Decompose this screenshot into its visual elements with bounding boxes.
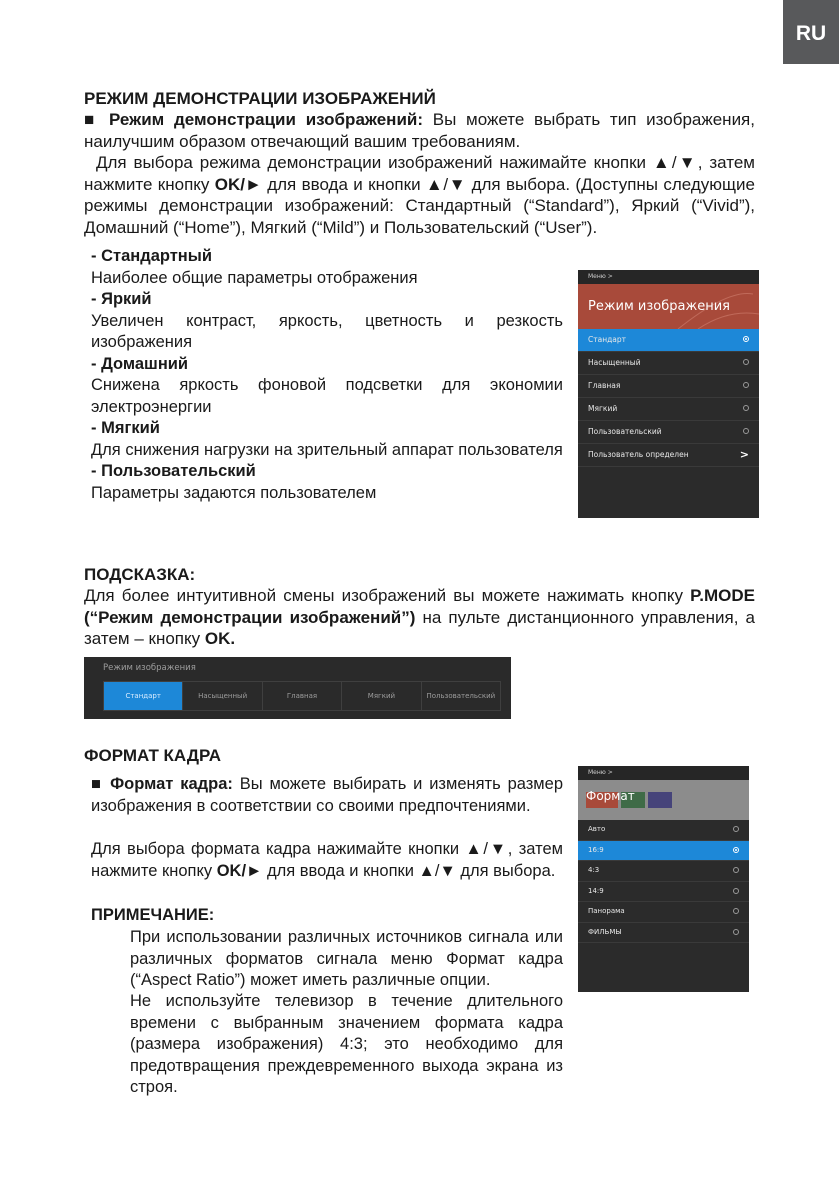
- menu-option-user-defined[interactable]: Пользователь определен >: [578, 444, 759, 467]
- section-heading-aspect-ratio: ФОРМАТ КАДРА: [84, 746, 222, 765]
- strip-option-vivid[interactable]: Насыщенный: [183, 682, 262, 710]
- mode-title: - Мягкий: [91, 419, 160, 437]
- menu-option-vivid[interactable]: Насыщенный: [578, 352, 759, 375]
- intro-label: ■ Формат кадра:: [91, 775, 233, 793]
- menu-title-banner: [578, 780, 749, 820]
- mode-title: - Яркий: [91, 290, 152, 308]
- menu-option-14-9[interactable]: 14:9: [578, 882, 749, 903]
- hint-heading: ПОДСКАЗКА:: [84, 565, 196, 584]
- strip-title: Режим изображения: [103, 663, 196, 673]
- note-heading: ПРИМЕЧАНИЕ:: [91, 906, 215, 924]
- menu-breadcrumb: Меню >: [578, 270, 759, 284]
- picture-mode-instructions: Для выбора режима демонстрации изображений нажимайте кнопки ▲/▼, затем нажмите кнопку OK/► для ввода и кнопки ▲/▼ для выбора. (Доступны следующие режимы демонстрации изображений: Стандартный (“Standard”), Яркий (“Vivid”), Домашний (“Home”), Мягкий (“Mild”) и Пользовательский (“User”).: [84, 153, 755, 237]
- menu-option-panorama[interactable]: Панорама: [578, 902, 749, 923]
- mode-desc: Для снижения нагрузки на зрительный аппарат пользователя: [91, 440, 563, 459]
- mode-desc: Снижена яркость фоновой подсветки для экономии электроэнергии: [91, 376, 563, 416]
- strip-option-home[interactable]: Главная: [263, 682, 342, 710]
- note-paragraph: При использовании различных источников сигнала или различных форматов сигнала меню Формат кадра (“Aspect Ratio”) может иметь различные опции.: [130, 928, 563, 989]
- aspect-ratio-menu-screenshot: [578, 766, 749, 992]
- mode-list: [91, 246, 563, 504]
- menu-title: Режим изображения: [588, 299, 730, 314]
- radio-icon: [743, 359, 749, 365]
- mode-title: - Стандартный: [91, 247, 213, 265]
- mode-desc: Наиболее общие параметры отображения: [91, 268, 418, 287]
- intro-label: ■ Режим демонстрации изображений:: [84, 110, 424, 129]
- aspect-instructions: Для выбора формата кадра нажимайте кнопки ▲/▼, затем нажмите кнопку OK/► для ввода и кнопки ▲/▼ для выбора.: [91, 840, 563, 880]
- menu-option-4-3[interactable]: 4:3: [578, 861, 749, 882]
- radio-icon: [743, 405, 749, 411]
- radio-selected-icon: [743, 336, 749, 342]
- radio-icon: [743, 428, 749, 434]
- radio-icon: [733, 908, 739, 914]
- menu-breadcrumb: Меню >: [578, 766, 749, 780]
- radio-icon: [743, 382, 749, 388]
- radio-selected-icon: [733, 847, 739, 853]
- aspect-intro: ■ Формат кадра: Вы можете выбирать и изменять размер изображения в соответствии со своими предпочтениями.: [91, 775, 563, 815]
- ok-key-label: OK.: [204, 629, 236, 648]
- chevron-right-icon: >: [739, 448, 749, 461]
- ok-key-label: OK/►: [214, 174, 262, 194]
- menu-option-standard[interactable]: Стандарт: [578, 329, 759, 352]
- menu-option-movies[interactable]: ФИЛЬМЫ: [578, 923, 749, 944]
- mode-title: - Пользовательский: [91, 462, 256, 480]
- ok-key-label: OK/►: [216, 861, 263, 880]
- strip-option-standard[interactable]: Стандарт: [104, 682, 183, 710]
- mode-desc: Параметры задаются пользователем: [91, 483, 377, 502]
- radio-icon: [733, 826, 739, 832]
- section-heading-picture-mode: РЕЖИМ ДЕМОНСТРАЦИИ ИЗОБРАЖЕНИЙ: [84, 89, 436, 108]
- menu-option-home[interactable]: Главная: [578, 375, 759, 398]
- strip-option-user[interactable]: Пользовательский: [426, 692, 496, 700]
- picture-mode-menu-screenshot: [578, 270, 759, 518]
- picture-mode-strip-screenshot: [84, 657, 511, 719]
- menu-title: Формат: [586, 789, 635, 803]
- language-tab: RU: [783, 0, 839, 64]
- hint-text: Для более интуитивной смены изображений вы можете нажимать кнопку P.MODE (“Режим демонстрации изображений”) на пульте дистанционного управления, а затем – кнопку OK.: [84, 586, 755, 648]
- menu-option-user[interactable]: Пользовательский: [578, 421, 759, 444]
- radio-icon: [733, 867, 739, 873]
- picture-mode-intro: [84, 109, 755, 152]
- radio-icon: [733, 888, 739, 894]
- menu-title-banner: [578, 284, 759, 329]
- menu-option-auto[interactable]: Авто: [578, 820, 749, 841]
- note-paragraph: Не используйте телевизор в течение длительного времени с выбранным значением формата кадра (размера изображения) 4:3; это необходимо для предотвращения преждевременного выхода экрана из строя.: [130, 992, 563, 1096]
- strip-option-mild[interactable]: Мягкий: [342, 682, 421, 710]
- radio-icon: [733, 929, 739, 935]
- mode-title: - Домашний: [91, 354, 189, 373]
- intro-text: Вы можете выбрать тип изображения, наилучшим образом отвечающий вашим требованиям.: [84, 110, 755, 151]
- strip-options: [103, 681, 501, 711]
- menu-option-mild[interactable]: Мягкий: [578, 398, 759, 421]
- mode-desc: Увеличен контраст, яркость, цветность и резкость изображения: [91, 311, 563, 351]
- pmode-key-label: P.MODE (“Режим демонстрации изображений”): [84, 586, 755, 627]
- menu-option-16-9[interactable]: 16:9: [578, 841, 749, 862]
